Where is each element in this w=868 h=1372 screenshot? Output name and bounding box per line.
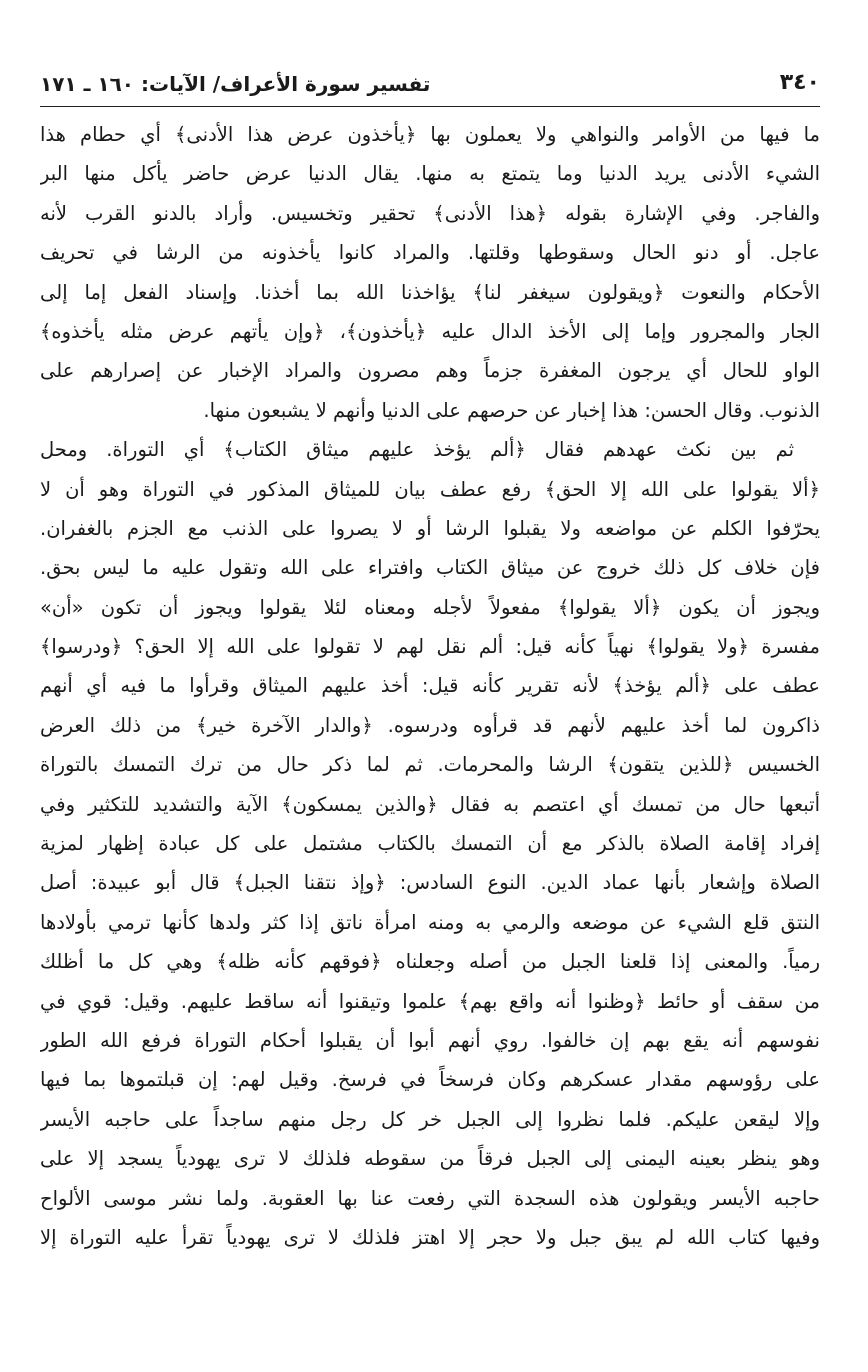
text-line: حاجبه الأيسر ويقولون هذه السجدة التي رفعت عنا بها العقوبة. ولما نشر موسى الألواح	[40, 1186, 820, 1210]
text-line: وفيها كتاب الله لم يبق جبل ولا حجر إلا اهتز فلذلك لا ترى يهودياً تقرأ عليه التوراة إلا	[40, 1225, 820, 1249]
text-line: عاجل. أو دنو الحال وسقوطها وقلتها. والمراد كانوا يأخذونه من الرشا في تحريف	[40, 241, 820, 265]
text-line: ثم بين نكث عهدهم فقال ﴿ألم يؤخذ عليهم ميثاق الكتاب﴾ أي التوراة. ومحل	[40, 438, 794, 462]
text-line: الواو للحال أي يرجون المغفرة جزماً وهم مصرون والمراد الإخبار عن إصرارهم على	[40, 359, 820, 383]
text-line: الذنوب. وقال الحسن: هذا إخبار عن حرصهم على الدنيا وأنهم لا يشبعون منها.	[203, 398, 820, 422]
text-line: ذاكرون لما أخذ عليهم لأنهم قد قرأوه ودرسوه. ﴿والدار الآخرة خير﴾ من ذلك العرض	[40, 713, 820, 737]
text-line: فإن خلاف كل ذلك خروج عن ميثاق الكتاب وافتراء على الله وتقول عليه ما ليس بحق.	[40, 556, 820, 580]
page-number: ٣٤٠	[779, 70, 820, 95]
text-line: الشيء الأدنى يريد الدنيا وما يتمتع به منها. يقال الدنيا عرض حاضر يأكل منها البر	[40, 162, 820, 186]
text-line: مفسرة ﴿ولا يقولوا﴾ نهياً كأنه قيل: ألم نقل لهم لا تقولوا على الله إلا الحق؟ ﴿ودرسوا﴾	[40, 635, 820, 659]
text-line: أتبعها حال من تمسك أي اعتصم به فقال ﴿والذين يمسكون﴾ الآية والتشديد للتكثير وفي	[40, 792, 820, 816]
running-title: تفسير سورة الأعراف/ الآيات: ١٦٠ ـ ١٧١	[40, 72, 431, 96]
body-text	[40, 115, 820, 1257]
text-line: إفراد إقامة الصلاة بالذكر مع أن التمسك بالكتاب مشتمل على كل عبادة إظهار لمزية	[40, 832, 820, 856]
text-line: يحرّفوا الكلم عن مواضعه ولا يقبلوا الرشا أو لا يصروا على الذنب مع الجزم بالغفران.	[40, 516, 820, 540]
text-line: الجار والمجرور وإما إلى الأخذ الدال عليه ﴿يأخذون﴾، ﴿وإن يأتهم عرض مثله يأخذوه﴾	[40, 319, 820, 343]
text-line: على رؤوسهم مقدار عسكرهم وكان فرسخاً في فرسخ. وقيل لهم: إن قبلتموها بما فيها	[40, 1068, 820, 1092]
text-line: النتق قلع الشيء عن موضعه والرمي به ومنه امرأة ناتق إذا كثر ولدها كأنها ترمي بأولادها	[40, 910, 820, 934]
text-line: نفوسهم أنه يقع بهم إن خالفوا. روي أنهم أبوا أن يقبلوا أحكام التوراة فرفع الله الطور	[40, 1028, 820, 1052]
text-line: ما فيها من الأوامر والنواهي ولا يعملون بها ﴿يأخذون عرض هذا الأدنى﴾ أي حطام هذا	[40, 123, 820, 146]
text-line: عطف على ﴿ألم يؤخذ﴾ لأنه تقرير كأنه قيل: أخذ عليهم الميثاق وقرأوا ما فيه أي أنهم	[40, 674, 820, 698]
text-line: ﴿ألا يقولوا على الله إلا الحق﴾ رفع عطف بيان للميثاق المذكور في التوراة وهو أن لا	[40, 477, 820, 501]
text-line: ويجوز أن يكون ﴿ألا يقولوا﴾ مفعولاً لأجله ومعناه لئلا يقولوا ويجوز أن تكون «أن»	[40, 595, 820, 619]
page-header	[40, 60, 820, 107]
text-line: وهو ينظر بعينه اليمنى إلى الجبل فرقاً من سقوطه فلذلك لا ترى يهودياً يسجد إلا على	[40, 1147, 820, 1171]
text-line: الخسيس ﴿للذين يتقون﴾ الرشا والمحرمات. ثم لما ذكر حال من ترك التمسك بالتوراة	[40, 753, 820, 777]
text-line: رمياً. والمعنى إذا قلعنا الجبل من أصله وجعلناه ﴿فوقهم كأنه ظله﴾ وهي كل ما أظلك	[40, 950, 820, 974]
text-line: الصلاة وإشعار بأنها عماد الدين. النوع السادس: ﴿وإذ نتقنا الجبل﴾ قال أبو عبيدة: أصل	[40, 871, 820, 895]
text-line: الأحكام والنعوت ﴿ويقولون سيغفر لنا﴾ يؤاخذنا الله بما أخذنا. وإسناد الفعل إما إلى	[40, 280, 820, 304]
text-line: وإلا ليقعن عليكم. فلما نظروا إلى الجبل خر كل رجل منهم ساجداً على حاجبه الأيسر	[40, 1107, 820, 1131]
text-line: من سقف أو حائط ﴿وظنوا أنه واقع بهم﴾ علموا وتيقنوا أنه ساقط عليهم. وقيل: قوي في	[40, 989, 820, 1013]
text-line: والفاجر. وفي الإشارة بقوله ﴿هذا الأدنى﴾ تحقير وتخسيس. وأراد بالدنو القرب لأنه	[40, 201, 820, 225]
book-page	[40, 60, 820, 1350]
